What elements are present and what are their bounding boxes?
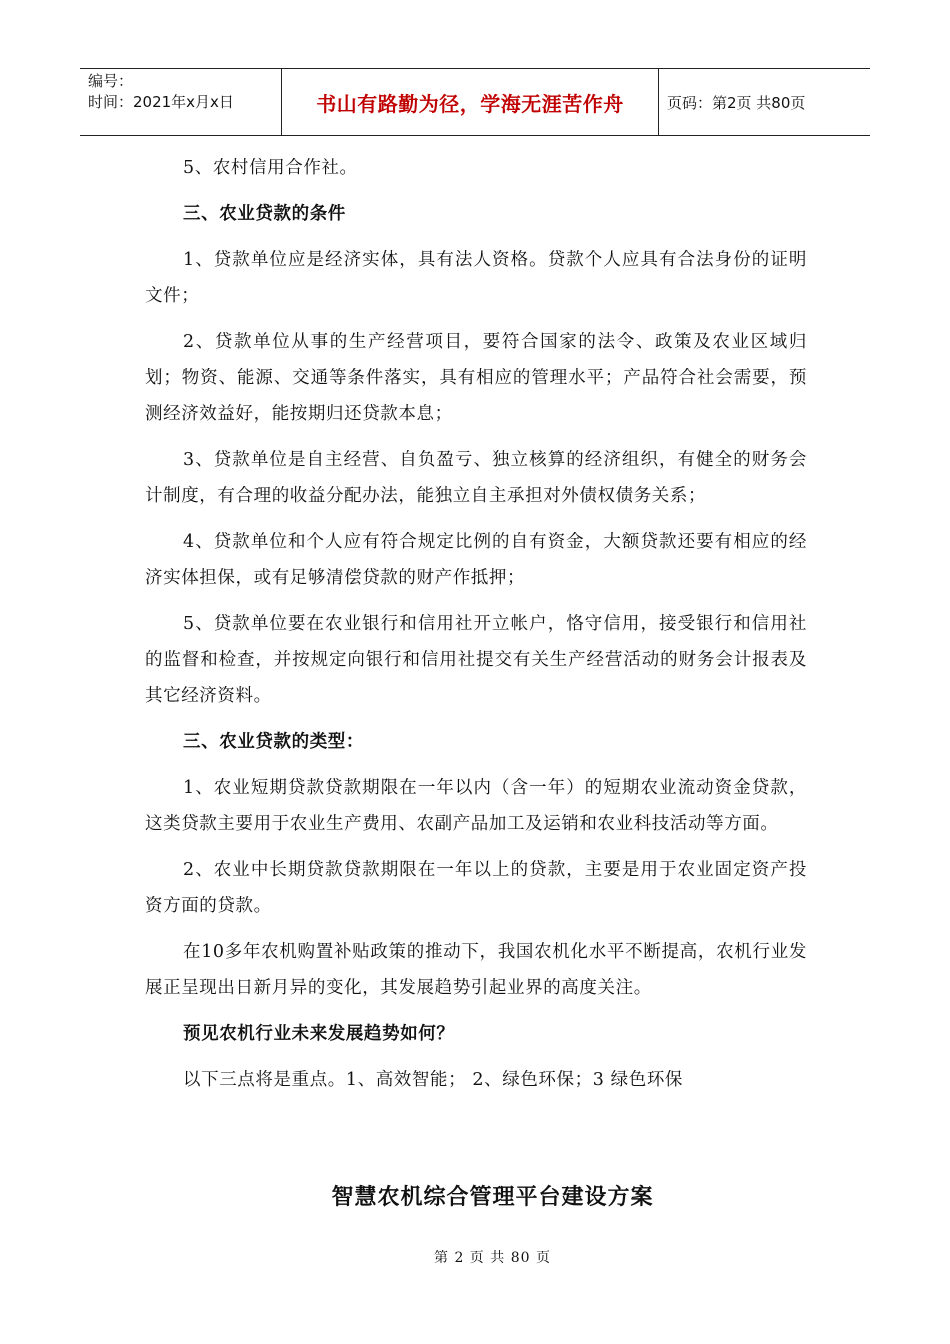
document-title: 智慧农机综合管理平台建设方案 bbox=[331, 1185, 654, 1210]
section-heading: 三、农业贷款的类型： bbox=[183, 732, 364, 752]
paragraph: 5、贷款单位要在农业银行和信用社开立帐户，恪守信用，接受银行和信用社的监督和检查，并按规定向银行和信用社提交有关生产经营活动的财务会计报表及其它经济资料。 bbox=[145, 614, 807, 706]
paragraph: 4、贷款单位和个人应有符合规定比例的自有资金，大额贷款还要有相应的经济实体担保，或有足够清偿贷款的财产作抵押； bbox=[145, 532, 807, 588]
page-footer: 第 2 页 共 80 页 bbox=[434, 1250, 551, 1266]
paragraph: 1、农业短期贷款贷款期限在一年以内（含一年）的短期农业流动资金贷款，这类贷款主要用于农业生产费用、农副产品加工及运销和农业科技活动等方面。 bbox=[145, 778, 807, 834]
motto-text: 书山有路勤为径，学海无涯苦作舟 bbox=[316, 91, 624, 116]
page-header bbox=[80, 68, 870, 136]
header-motto-cell bbox=[282, 69, 659, 135]
number-label: 编号： bbox=[88, 72, 134, 90]
section-heading: 三、农业贷款的条件 bbox=[183, 204, 346, 224]
section-heading: 预见农机行业未来发展趋势如何？ bbox=[183, 1024, 455, 1044]
paragraph: 以下三点将是重点。1、高效智能； 2、绿色环保；3 绿色环保 bbox=[183, 1070, 684, 1090]
document-body bbox=[145, 150, 807, 1108]
paragraph: 5、农村信用合作社。 bbox=[183, 158, 358, 178]
paragraph: 1、贷款单位应是经济实体，具有法人资格。贷款个人应具有合法身份的证明文件； bbox=[145, 250, 807, 306]
paragraph: 在10多年农机购置补贴政策的推动下，我国农机化水平不断提高，农机行业发展正呈现出日新月异的变化，其发展趋势引起业界的高度关注。 bbox=[145, 942, 807, 998]
paragraph: 3、贷款单位是自主经营、自负盈亏、独立核算的经济组织，有健全的财务会计制度，有合理的收益分配办法，能独立自主承担对外债权债务关系； bbox=[145, 450, 807, 506]
paragraph: 2、农业中长期贷款贷款期限在一年以上的贷款，主要是用于农业固定资产投资方面的贷款。 bbox=[145, 860, 807, 916]
date-label: 时间：2021年x月x日 bbox=[88, 93, 234, 111]
header-page-cell bbox=[659, 69, 870, 135]
paragraph: 2、贷款单位从事的生产经营项目，要符合国家的法令、政策及农业区域归划；物资、能源、交通等条件落实，具有相应的管理水平；产品符合社会需要，预测经济效益好，能按期归还贷款本息； bbox=[145, 332, 807, 424]
header-meta-cell bbox=[80, 69, 282, 135]
page-info: 页码：第2页 共80页 bbox=[667, 93, 806, 112]
